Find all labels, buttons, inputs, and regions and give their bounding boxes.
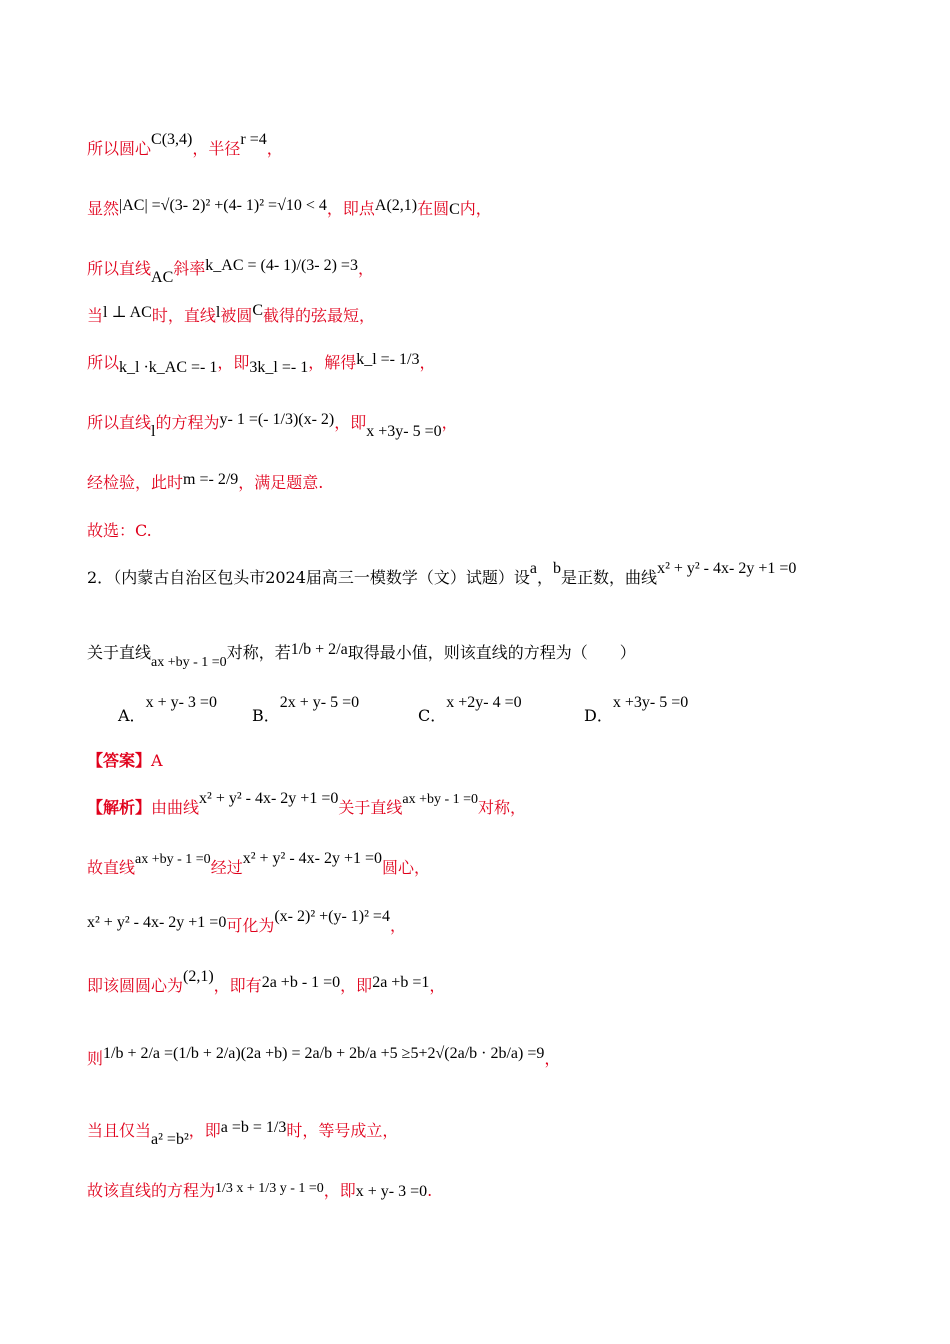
line-ac-distance: [87, 198, 910, 221]
option-label: A．: [118, 706, 146, 725]
math-expr: x +2y- 4 =0: [446, 694, 522, 711]
line-perpendicular: [87, 302, 910, 328]
math-expr: 2a +b =1: [372, 974, 430, 991]
math-expr: x² + y² - 4x- 2y +1 =0: [657, 560, 797, 577]
math-expr: m =- 2/9: [183, 471, 239, 488]
question-2-stem-2: [87, 641, 910, 670]
text: ，即: [340, 976, 373, 995]
text: 经检验，此时: [87, 473, 184, 492]
math-expr: C: [252, 302, 264, 319]
option-c: [418, 694, 522, 726]
math-expr: (2,1): [183, 968, 214, 985]
text: ，: [544, 1049, 561, 1068]
text: ，: [357, 259, 374, 278]
text: 可化为: [226, 916, 275, 935]
text: 显然: [87, 199, 120, 218]
text: 时，等号成立，: [286, 1121, 399, 1140]
math-expr: x +3y- 5 =0: [612, 694, 689, 711]
line-circle-center: [87, 131, 910, 161]
answer-tag: 【答案】: [87, 751, 152, 770]
text: 所以圆心: [87, 139, 152, 158]
math-expr: a =b = 1/3: [220, 1119, 287, 1136]
text: 所以: [87, 353, 120, 372]
math-expr: x + y- 3 =0: [355, 1183, 428, 1200]
line-choice: [87, 520, 910, 542]
text: 则: [87, 1049, 104, 1068]
math-expr: ax +by - 1 =0: [151, 655, 227, 670]
text: ，解得: [308, 353, 357, 372]
text: 当且仅当: [87, 1121, 152, 1140]
text: ，: [419, 353, 436, 372]
text: 关于直线: [338, 798, 403, 817]
text: .: [427, 1181, 433, 1200]
math-expr: l ⊥ AC: [103, 304, 152, 321]
text: 的方程为: [155, 413, 220, 432]
option-label: B．: [252, 706, 280, 725]
text: ，: [537, 568, 554, 587]
text: 取得最小值，则该直线的方程为（ ）: [347, 643, 636, 662]
solution-line-3: [87, 908, 910, 938]
math-expr: |AC| =√(3- 2)² +(4- 1)² =√10 < 4: [119, 197, 327, 214]
math-expr: 2a +b - 1 =0: [261, 974, 341, 991]
text: 被圆: [220, 306, 253, 325]
math-expr: 1/b + 2/a: [290, 641, 348, 658]
math-expr: AC: [151, 269, 174, 286]
text: 对称，若: [226, 643, 291, 662]
text: 时，直线: [151, 306, 216, 325]
math-expr: y- 1 =(- 1/3)(x- 2): [219, 411, 335, 428]
solution-line-4: [87, 968, 910, 998]
math-expr: 1/3 x + 1/3 y - 1 =0: [215, 1181, 324, 1196]
math-expr: a² =b²: [151, 1131, 189, 1148]
math-expr: k_l =- 1/3: [356, 351, 420, 368]
math-expr: b: [553, 560, 562, 577]
option-d: [584, 694, 689, 726]
question-2-stem: [87, 560, 910, 590]
solution-tag: 【解析】: [87, 798, 152, 817]
text: ，即: [188, 1121, 221, 1140]
math-expr: x² + y² - 4x- 2y +1 =0: [242, 850, 383, 867]
text: 在圆: [417, 199, 450, 218]
math-expr: x +3y- 5 =0: [366, 423, 442, 440]
text: ，满足题意.: [238, 473, 324, 492]
solution-line-6: [87, 1119, 910, 1148]
math-expr: 2x + y- 5 =0: [279, 694, 360, 711]
text: 即该圆圆心为: [87, 976, 184, 995]
math-expr: A(2,1): [374, 197, 418, 214]
text: 所以直线: [87, 259, 152, 278]
option-label: C．: [418, 706, 447, 725]
text: ，: [441, 413, 458, 432]
text: 对称，: [478, 798, 527, 817]
text: 故该直线的方程为: [87, 1181, 216, 1200]
math-expr: k_AC = (4- 1)/(3- 2) =3: [205, 257, 358, 274]
text: ，即: [323, 1181, 356, 1200]
text: 内，: [459, 199, 492, 218]
text: 是正数，曲线: [561, 568, 658, 587]
line-slope-ac: [87, 257, 910, 286]
line-check: [87, 472, 910, 495]
text: 经过: [210, 858, 243, 877]
solution-line-1: [87, 790, 910, 821]
text: （内蒙古自治区包头市2024届高三一模数学（文）试题）设: [113, 568, 530, 587]
text: 所以直线: [87, 413, 152, 432]
math-expr: C(3,4): [151, 131, 193, 148]
text: ，即有: [213, 976, 262, 995]
text: ，: [389, 916, 406, 935]
solution-line-5: [87, 1045, 910, 1071]
math-expr: r =4: [240, 131, 267, 148]
option-label: D．: [584, 706, 613, 725]
question-number: 2．: [87, 568, 114, 587]
math-expr: l: [151, 423, 156, 440]
math-expr: ax +by - 1 =0: [402, 792, 479, 807]
math-expr: 3k_l =- 1: [249, 359, 309, 376]
text: ，: [429, 976, 446, 995]
solution-line-2: [87, 850, 910, 881]
math-expr: (x- 2)² +(y- 1)² =4: [274, 908, 390, 925]
text: 故选：C.: [87, 521, 152, 540]
text: ，即点: [326, 199, 375, 218]
solution-line-7: [87, 1180, 910, 1204]
math-expr: 1/b + 2/a =(1/b + 2/a)(2a +b) = 2a/b + 2b/a +5 ≥5+2√(2a/b · 2b/a) =9: [103, 1045, 545, 1062]
answer-line: [87, 750, 910, 772]
text: ，半径: [192, 139, 241, 158]
math-expr: a: [529, 560, 538, 577]
math-expr: l: [215, 304, 221, 321]
text: 截得的弦最短，: [263, 306, 376, 325]
text: ，即: [217, 353, 250, 372]
text: 关于直线: [87, 643, 152, 662]
math-expr: x² + y² - 4x- 2y +1 =0: [87, 914, 227, 931]
option-a: [118, 694, 217, 726]
line-slope-product: [87, 352, 910, 375]
math-expr: C: [449, 201, 460, 218]
text: 当: [87, 306, 104, 325]
math-expr: ax +by - 1 =0: [135, 852, 211, 867]
text: ，即: [334, 413, 367, 432]
line-equation-l: [87, 411, 910, 440]
text: 由曲线: [151, 798, 200, 817]
math-expr: x² + y² - 4x- 2y +1 =0: [199, 790, 339, 807]
text: 圆心，: [382, 858, 431, 877]
math-expr: x + y- 3 =0: [145, 694, 217, 711]
math-expr: k_l ·k_AC =- 1: [119, 359, 218, 376]
text: 斜率: [173, 259, 206, 278]
answer-value: A: [151, 751, 163, 770]
text: 故直线: [87, 858, 136, 877]
option-b: [252, 694, 360, 726]
text: ，: [266, 139, 283, 158]
